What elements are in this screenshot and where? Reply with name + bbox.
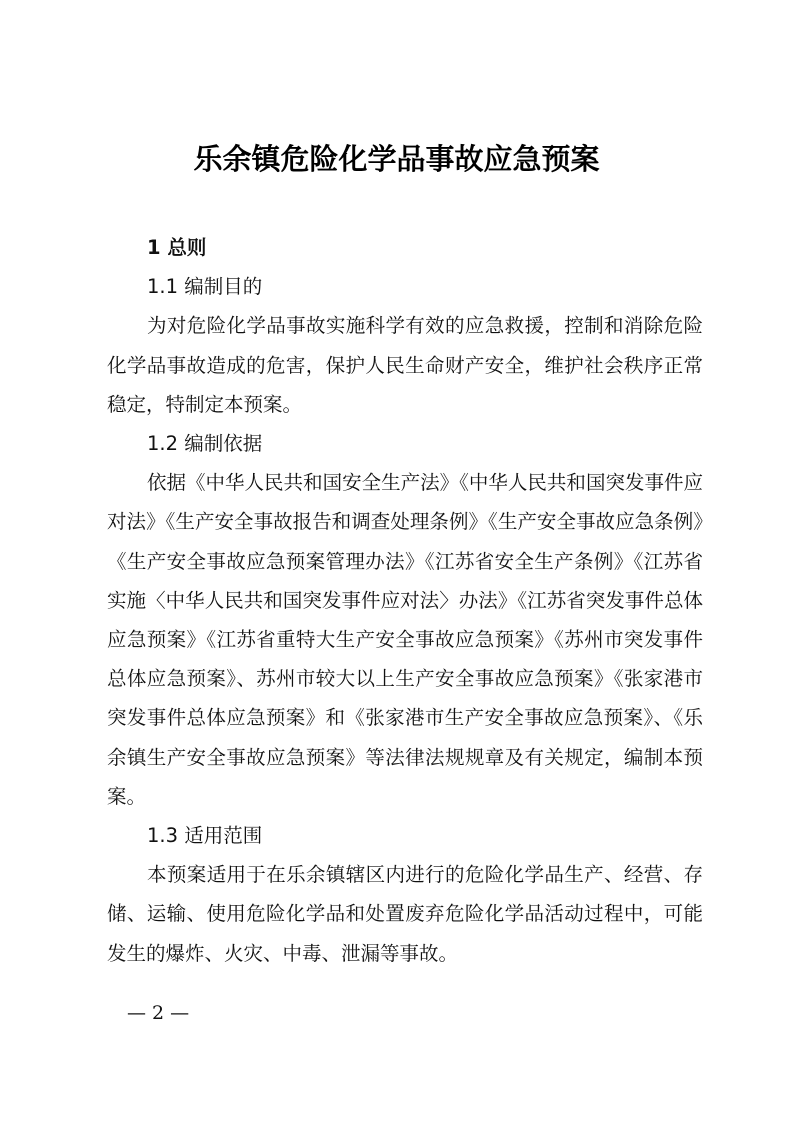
subsection-heading-basis: 1.2 编制依据 [147, 432, 263, 456]
paragraph-scope: 本预案适用于在乐余镇辖区内进行的危险化学品生产、经营、存储、运输、使用危险化学品和处置废弃危险化学品活动过程中，可能发生的爆炸、火灾、中毒、泄漏等事故。 [107, 863, 703, 965]
subsection-heading-purpose: 1.1 编制目的 [147, 275, 263, 299]
document-title: 乐余镇危险化学品事故应急预案 [193, 142, 600, 176]
document-body [107, 228, 703, 973]
section-heading-general: 1 总则 [147, 236, 207, 259]
subsection-heading-scope: 1.3 适用范围 [147, 824, 263, 848]
paragraph-purpose: 为对危险化学品事故实施科学有效的应急救援，控制和消除危险化学品事故造成的危害，保护人民生命财产安全，维护社会秩序正常稳定，特制定本预案。 [107, 314, 703, 416]
page-number: — 2 — [127, 1002, 190, 1024]
paragraph-basis: 依据《中华人民共和国安全生产法》《中华人民共和国突发事件应对法》《生产安全事故报告和调查处理条例》《生产安全事故应急条例》《生产安全事故应急预案管理办法》《江苏省安全生产条例》《江苏省实施〈中华人民共和国突发事件应对法〉办法》《江苏省突发事件总体应急预案》《江苏省重特大生产安全事故应急预案》《苏州市突发事件总体应急预案》、苏州市较大以上生产安全事故应急预案》《张家港市突发事件总体应急预案》和《张家港市生产安全事故应急预案》、《乐余镇生产安全事故应急预案》等法律法规规章及有关规定，编制本预案。 [107, 471, 703, 808]
